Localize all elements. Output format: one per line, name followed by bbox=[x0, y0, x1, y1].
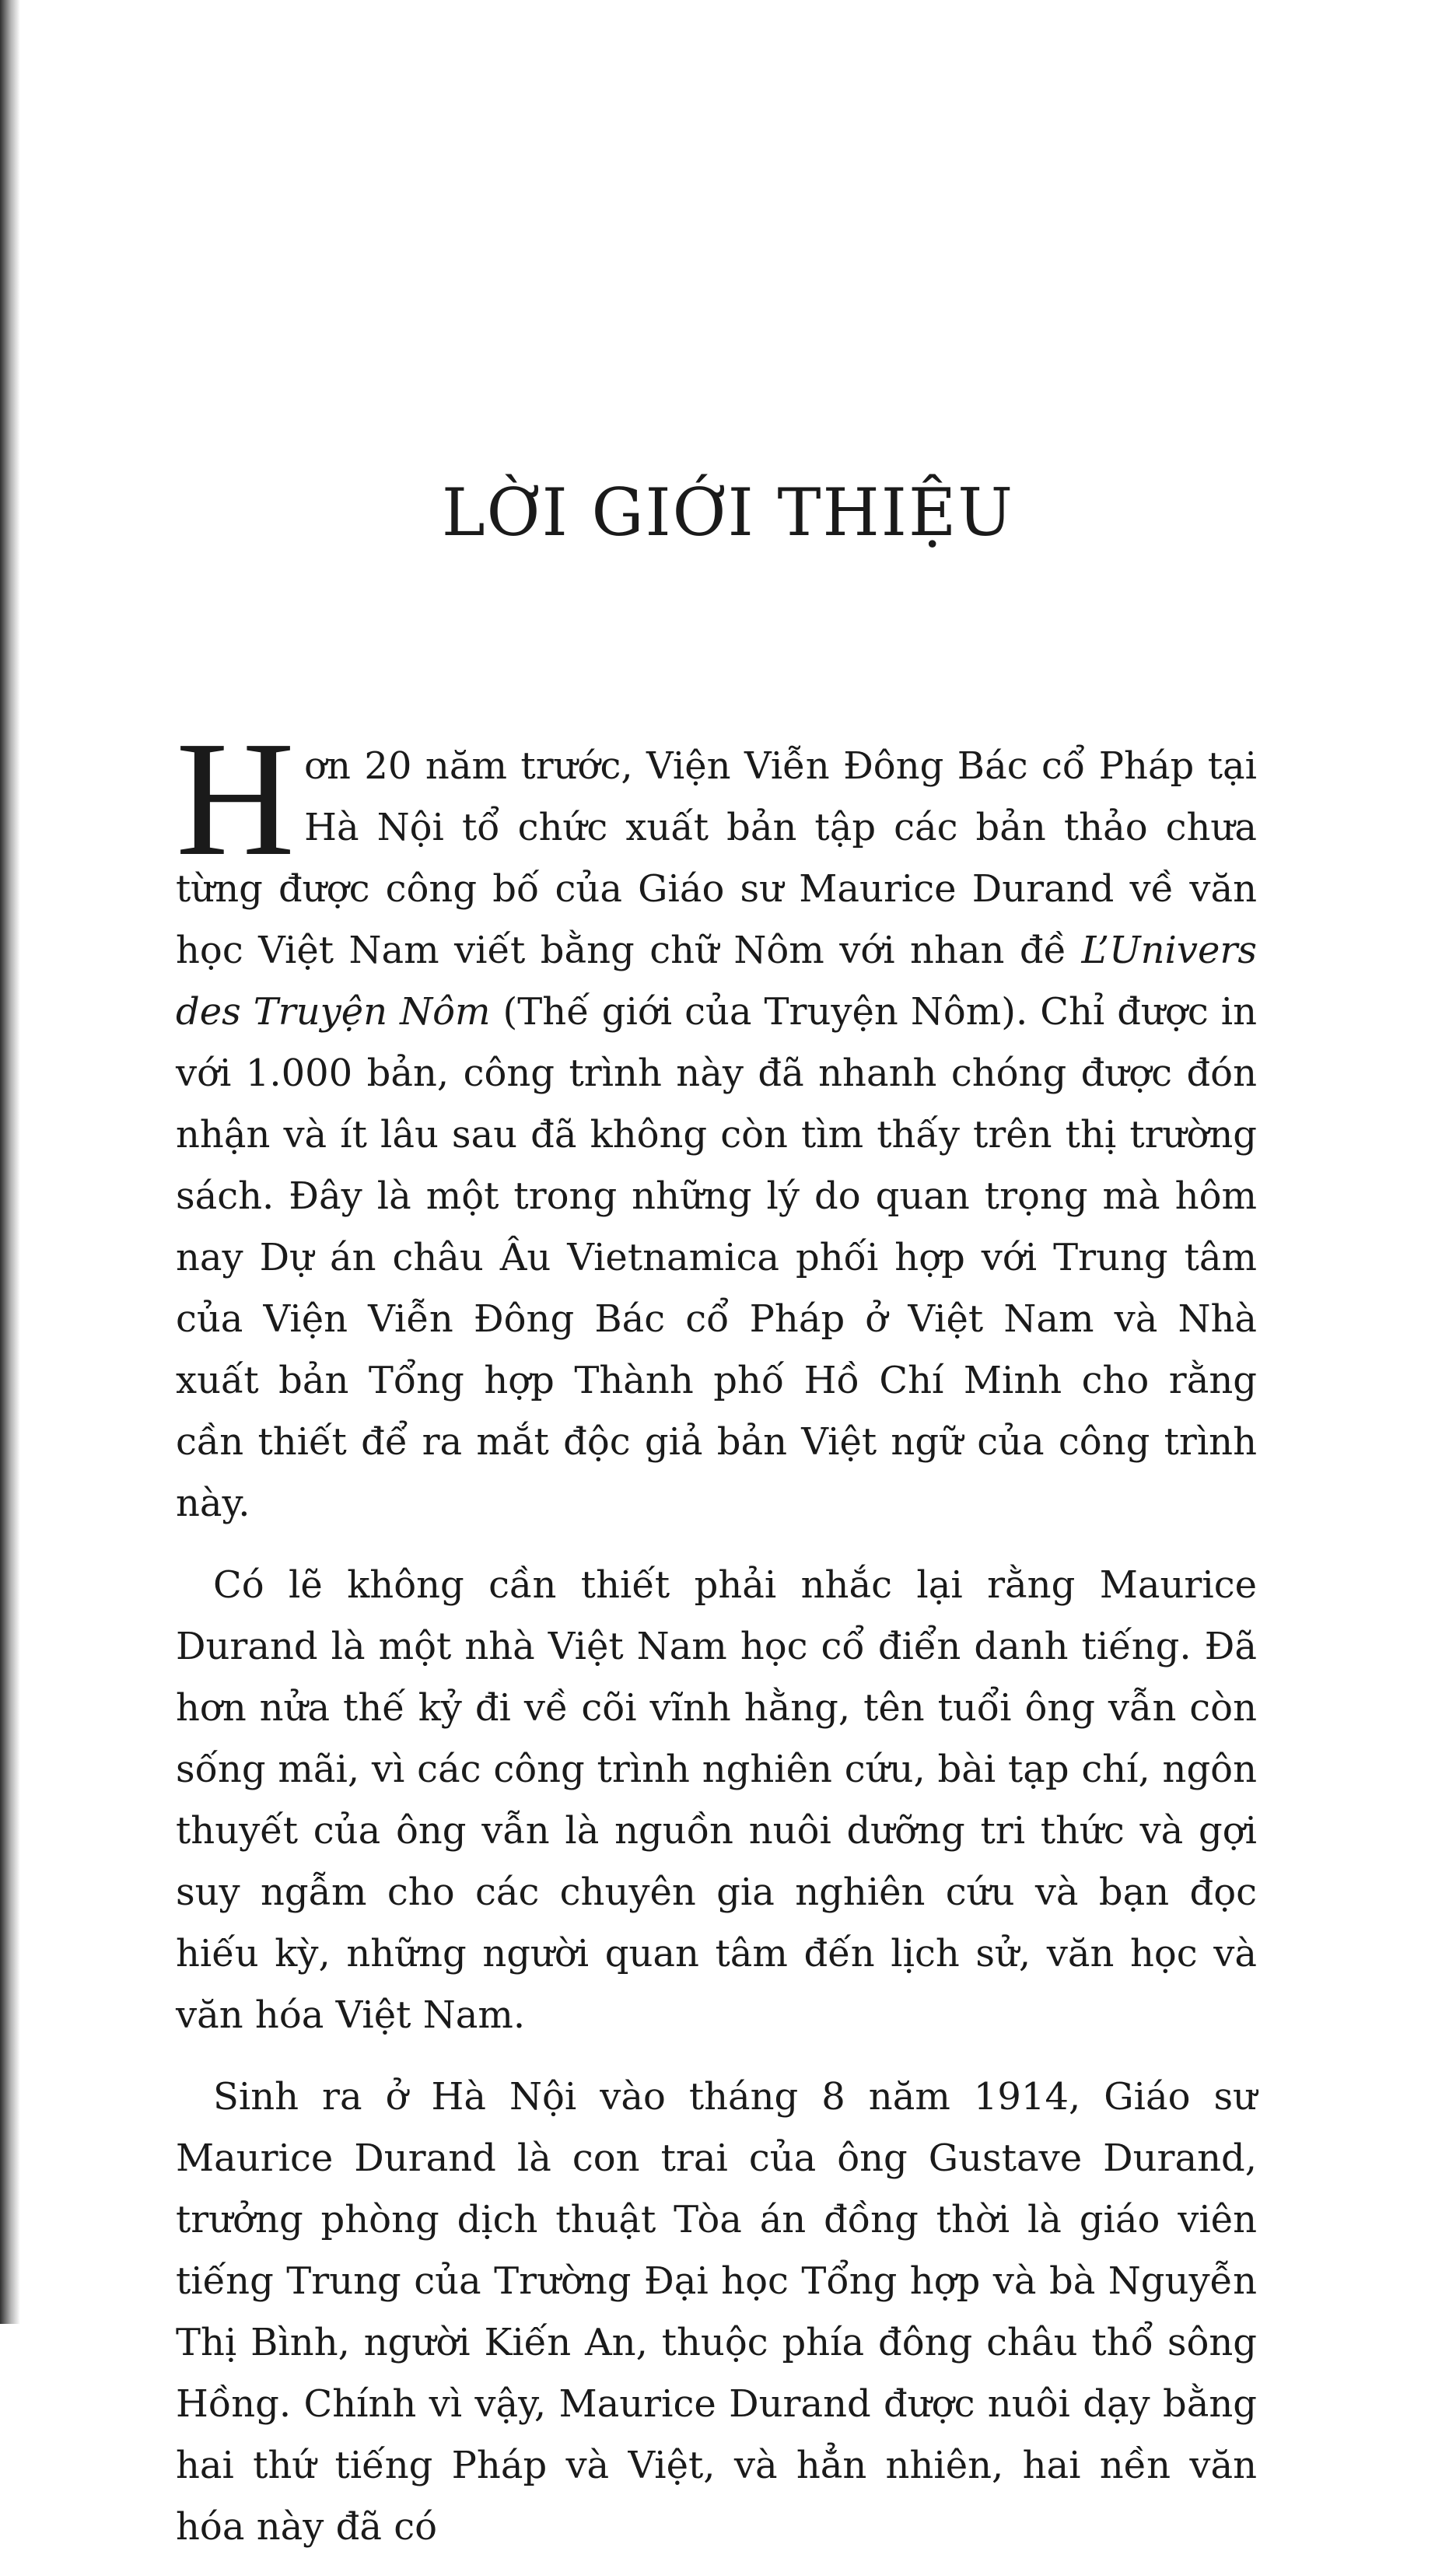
page-title: LỜI GIỚI THIỆU bbox=[441, 474, 1015, 551]
page-spine-edge bbox=[0, 0, 20, 2324]
paragraph-3: Sinh ra ở Hà Nội vào tháng 8 năm 1914, Giáo sư Maurice Durand là con trai của ông Gustave Durand, trưởng phòng dịch thuật Tòa án đồng thời là giáo viên tiếng Trung của Trường Đại học Tổng hợp và bà Nguyễn Thị Bình, người Kiến An, thuộc phía đông châu thổ sông Hồng. Chính vì vậy, Maurice Durand được nuôi dạy bằng hai thứ tiếng Pháp và Việt, và hẳn nhiên, hai nền văn hóa này đã có bbox=[176, 2075, 1257, 2549]
text-body bbox=[176, 707, 1257, 2558]
paragraph-1 bbox=[176, 707, 1257, 1534]
paragraph-1-text-a: ơn 20 năm trước, Viện Viễn Đông Bác cổ Pháp tại Hà Nội tổ chức xuất bản tập các bản thảo chưa từng được công bố của Giáo sư Maurice Durand về văn học Việt Nam viết bằng chữ Nôm với nhan đề bbox=[176, 744, 1257, 972]
drop-cap: H bbox=[176, 707, 296, 890]
book-title-italic: L’Univers des Truyện Nôm bbox=[176, 929, 1257, 1034]
paragraph-2: Có lẽ không cần thiết phải nhắc lại rằng Maurice Durand là một nhà Việt Nam học cổ điển danh tiếng. Đã hơn nửa thế kỷ đi về cõi vĩnh hằng, tên tuổi ông vẫn còn sống mãi, vì các công trình nghiên cứu, bài tạp chí, ngôn thuyết của ông vẫn là nguồn nuôi dưỡng tri thức và gợi suy ngẫm cho các chuyên gia nghiên cứu và bạn đọc hiếu kỳ, những người quan tâm đến lịch sử, văn học và văn hóa Việt Nam. bbox=[176, 1563, 1257, 2037]
paragraph-1-text-b: (Thế giới của Truyện Nôm). Chỉ được in với 1.000 bản, công trình này đã nhanh chóng được đón nhận và ít lâu sau đã không còn tìm thấy trên thị trường sách. Đây là một trong những lý do quan trọng mà hôm nay Dự án châu Âu Vietnamica phối hợp với Trung tâm của Viện Viễn Đông Bác cổ Pháp ở Việt Nam và Nhà xuất bản Tổng hợp Thành phố Hồ Chí Minh cho rằng cần thiết để ra mắt độc giả bản Việt ngữ của công trình này. bbox=[176, 990, 1257, 1525]
